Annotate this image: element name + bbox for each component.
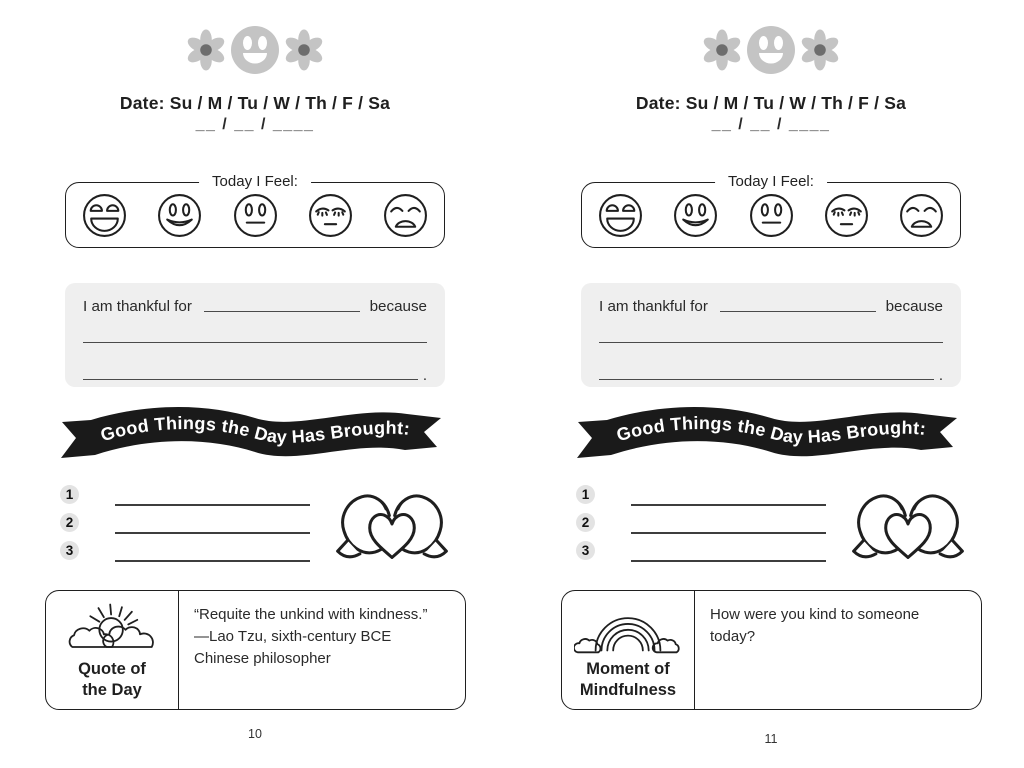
flower-icon bbox=[701, 29, 743, 71]
moment-of-mindfulness-box bbox=[561, 590, 982, 710]
good-things-banner bbox=[57, 402, 443, 472]
writing-line bbox=[83, 342, 427, 343]
quote-attribution: —Lao Tzu, sixth-century BCE bbox=[194, 628, 392, 646]
footer-title: Quote of the Day bbox=[78, 660, 146, 699]
page-number: 10 bbox=[248, 727, 262, 741]
date-fill-in-blanks: __ / __ / ____ bbox=[711, 116, 831, 133]
smiling-face-icon bbox=[157, 193, 202, 238]
rainbow-icon bbox=[574, 600, 682, 656]
list-number-1: 1 bbox=[60, 485, 79, 504]
mood-tracker-label: Today I Feel: bbox=[199, 172, 311, 192]
writing-line bbox=[115, 560, 310, 562]
writing-line bbox=[631, 560, 826, 562]
gratitude-panel bbox=[581, 283, 961, 387]
banner-title: Good Things the Day Has Brought: bbox=[98, 413, 412, 448]
date-row bbox=[40, 93, 470, 114]
footer-title: Moment of Mindfulness bbox=[579, 660, 677, 699]
list-number-1: 1 bbox=[576, 485, 595, 504]
sentence-period: . bbox=[938, 367, 943, 384]
quote-attribution: Chinese philosopher bbox=[194, 650, 331, 668]
sun-clouds-icon bbox=[62, 600, 162, 656]
gratitude-prompt-suffix: because bbox=[885, 298, 943, 315]
good-things-banner bbox=[573, 402, 959, 472]
date-row bbox=[556, 93, 986, 114]
quote-text bbox=[179, 591, 465, 709]
smiley-icon bbox=[746, 25, 796, 75]
page-number: 11 bbox=[764, 732, 778, 746]
smiley-icon bbox=[230, 25, 280, 75]
sad-face-icon bbox=[899, 193, 944, 238]
footer-label-cell bbox=[562, 591, 695, 709]
mood-tracker-box bbox=[65, 173, 445, 248]
prompt-line: How were you kind to someone today? bbox=[710, 606, 920, 646]
weekday-options: Su / M / Tu / W / Th / F / Sa bbox=[685, 93, 907, 113]
laughing-face-icon bbox=[598, 193, 643, 238]
writing-line bbox=[115, 532, 310, 534]
gratitude-prompt-prefix: I am thankful for bbox=[83, 298, 192, 315]
flower-icon bbox=[185, 29, 227, 71]
writing-line bbox=[115, 504, 310, 506]
banner-title: Good Things the Day Has Brought: bbox=[614, 413, 928, 448]
gratitude-prompt-prefix: I am thankful for bbox=[599, 298, 708, 315]
fill-in-blank bbox=[204, 300, 360, 312]
writing-line bbox=[599, 379, 934, 380]
heart-hands-icon bbox=[332, 487, 452, 569]
mood-tracker-box bbox=[581, 173, 961, 248]
quote-of-the-day-box bbox=[45, 590, 466, 710]
list-number-2: 2 bbox=[60, 513, 79, 532]
list-number-3: 3 bbox=[60, 541, 79, 560]
header-decorations bbox=[40, 24, 470, 76]
worried-face-icon bbox=[308, 193, 353, 238]
sad-face-icon bbox=[383, 193, 428, 238]
journal-page-right bbox=[556, 0, 986, 768]
journal-page-left bbox=[40, 0, 470, 768]
flower-icon bbox=[799, 29, 841, 71]
weekday-options: Su / M / Tu / W / Th / F / Sa bbox=[169, 93, 391, 113]
mindfulness-prompt bbox=[695, 591, 981, 709]
heart-hands-icon bbox=[848, 487, 968, 569]
date-fill-in-blanks: __ / __ / ____ bbox=[195, 116, 315, 133]
list-number-3: 3 bbox=[576, 541, 595, 560]
sentence-period: . bbox=[422, 367, 427, 384]
quote-line: “Requite the unkind with kindness.” bbox=[194, 606, 428, 623]
writing-line bbox=[631, 532, 826, 534]
gratitude-prompt-suffix: because bbox=[369, 298, 427, 315]
flower-icon bbox=[283, 29, 325, 71]
gratitude-panel bbox=[65, 283, 445, 387]
writing-line bbox=[631, 504, 826, 506]
neutral-face-icon bbox=[233, 193, 278, 238]
footer-label-cell bbox=[46, 591, 179, 709]
laughing-face-icon bbox=[82, 193, 127, 238]
smiling-face-icon bbox=[673, 193, 718, 238]
mood-tracker-label: Today I Feel: bbox=[715, 172, 827, 192]
list-number-2: 2 bbox=[576, 513, 595, 532]
writing-line bbox=[599, 342, 943, 343]
fill-in-blank bbox=[720, 300, 876, 312]
date-label: Date: bbox=[119, 93, 165, 113]
header-decorations bbox=[556, 24, 986, 76]
neutral-face-icon bbox=[749, 193, 794, 238]
worried-face-icon bbox=[824, 193, 869, 238]
writing-line bbox=[83, 379, 418, 380]
date-label: Date: bbox=[635, 93, 681, 113]
